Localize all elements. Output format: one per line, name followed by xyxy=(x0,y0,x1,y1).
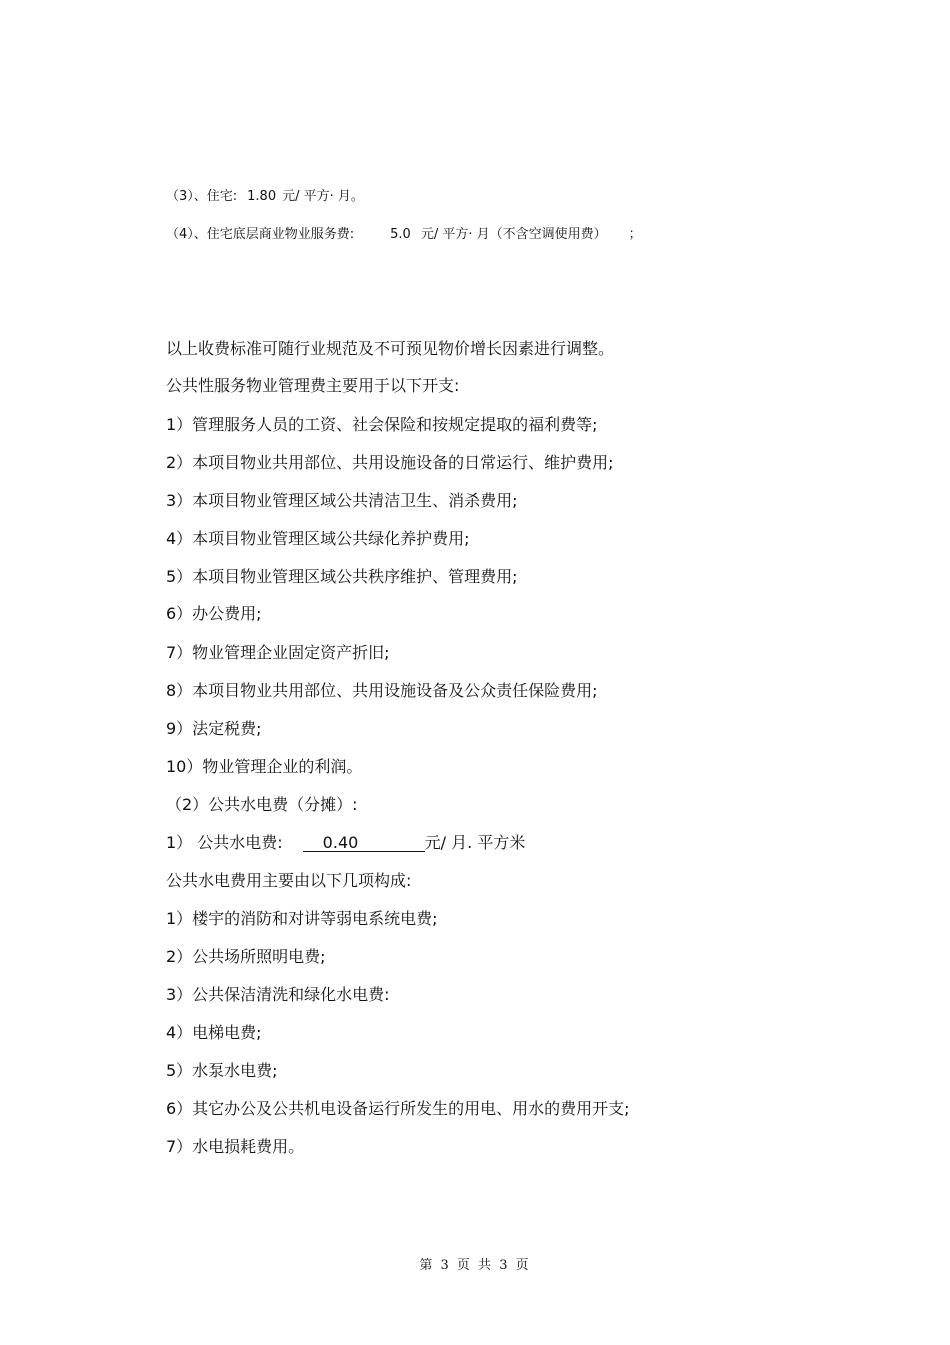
list-item: 2）本项目物业共用部位、共用设施设备的日常运行、维护费用; xyxy=(166,453,614,472)
list-item: 10）物业管理企业的利润。 xyxy=(166,757,363,776)
fee-item-residential xyxy=(166,185,364,204)
fee-item-commercial xyxy=(166,223,642,242)
fee-value: 1.80 xyxy=(247,189,277,204)
list-item: 2）公共场所照明电费; xyxy=(166,947,326,966)
list-item: 6）办公费用; xyxy=(166,604,262,623)
water-fee-label: 1） 公共水电费: xyxy=(166,833,283,852)
water-fee-value: 0.40 xyxy=(303,834,425,852)
list-item: 3）公共保洁清洗和绿化水电费: xyxy=(166,985,390,1004)
list-item: 1）楼宇的消防和对讲等弱电系统电费; xyxy=(166,909,438,928)
list-item: 7）物业管理企业固定资产折旧; xyxy=(166,643,390,662)
list-item: 7）水电损耗费用。 xyxy=(166,1137,305,1156)
fee-value: 5.0 xyxy=(390,227,411,242)
water-composition-heading: 公共水电费用主要由以下几项构成: xyxy=(166,871,412,890)
fee-label: （4）、住宅底层商业物业服务费: xyxy=(166,227,355,242)
fee-unit: 元/ 平方· 月。 xyxy=(282,189,364,204)
fee-unit: 元/ 平方· 月（不含空调使用费） xyxy=(420,227,607,242)
list-item: 8）本项目物业共用部位、共用设施设备及公众责任保险费用; xyxy=(166,681,598,700)
list-item: 3）本项目物业管理区域公共清洁卫生、消杀费用; xyxy=(166,491,518,510)
list-item: 9）法定税费; xyxy=(166,719,262,738)
water-section-heading: （2）公共水电费（分摊）: xyxy=(166,795,358,814)
water-fee-unit: 元/ 月. 平方米 xyxy=(424,833,526,852)
water-fee-line xyxy=(166,830,525,853)
list-item: 5）水泵水电费; xyxy=(166,1061,278,1080)
list-item: 1）管理服务人员的工资、社会保险和按规定提取的福利费等; xyxy=(166,415,598,434)
list-item: 5）本项目物业管理区域公共秩序维护、管理费用; xyxy=(166,567,518,586)
fee-label: （3）、住宅: xyxy=(166,189,238,204)
list-item: 6）其它办公及公共机电设备运行所发生的用电、用水的费用开支; xyxy=(166,1099,630,1118)
list-item: 4）电梯电费; xyxy=(166,1023,262,1042)
fee-terminator: ； xyxy=(628,227,642,242)
public-service-heading: 公共性服务物业管理费主要用于以下开支: xyxy=(166,376,460,395)
page-footer: 第 3 页 共 3 页 xyxy=(419,1258,531,1273)
list-item: 4）本项目物业管理区域公共绿化养护费用; xyxy=(166,529,470,548)
intro-paragraph: 以上收费标准可随行业规范及不可预见物价增长因素进行调整。 xyxy=(166,339,615,358)
